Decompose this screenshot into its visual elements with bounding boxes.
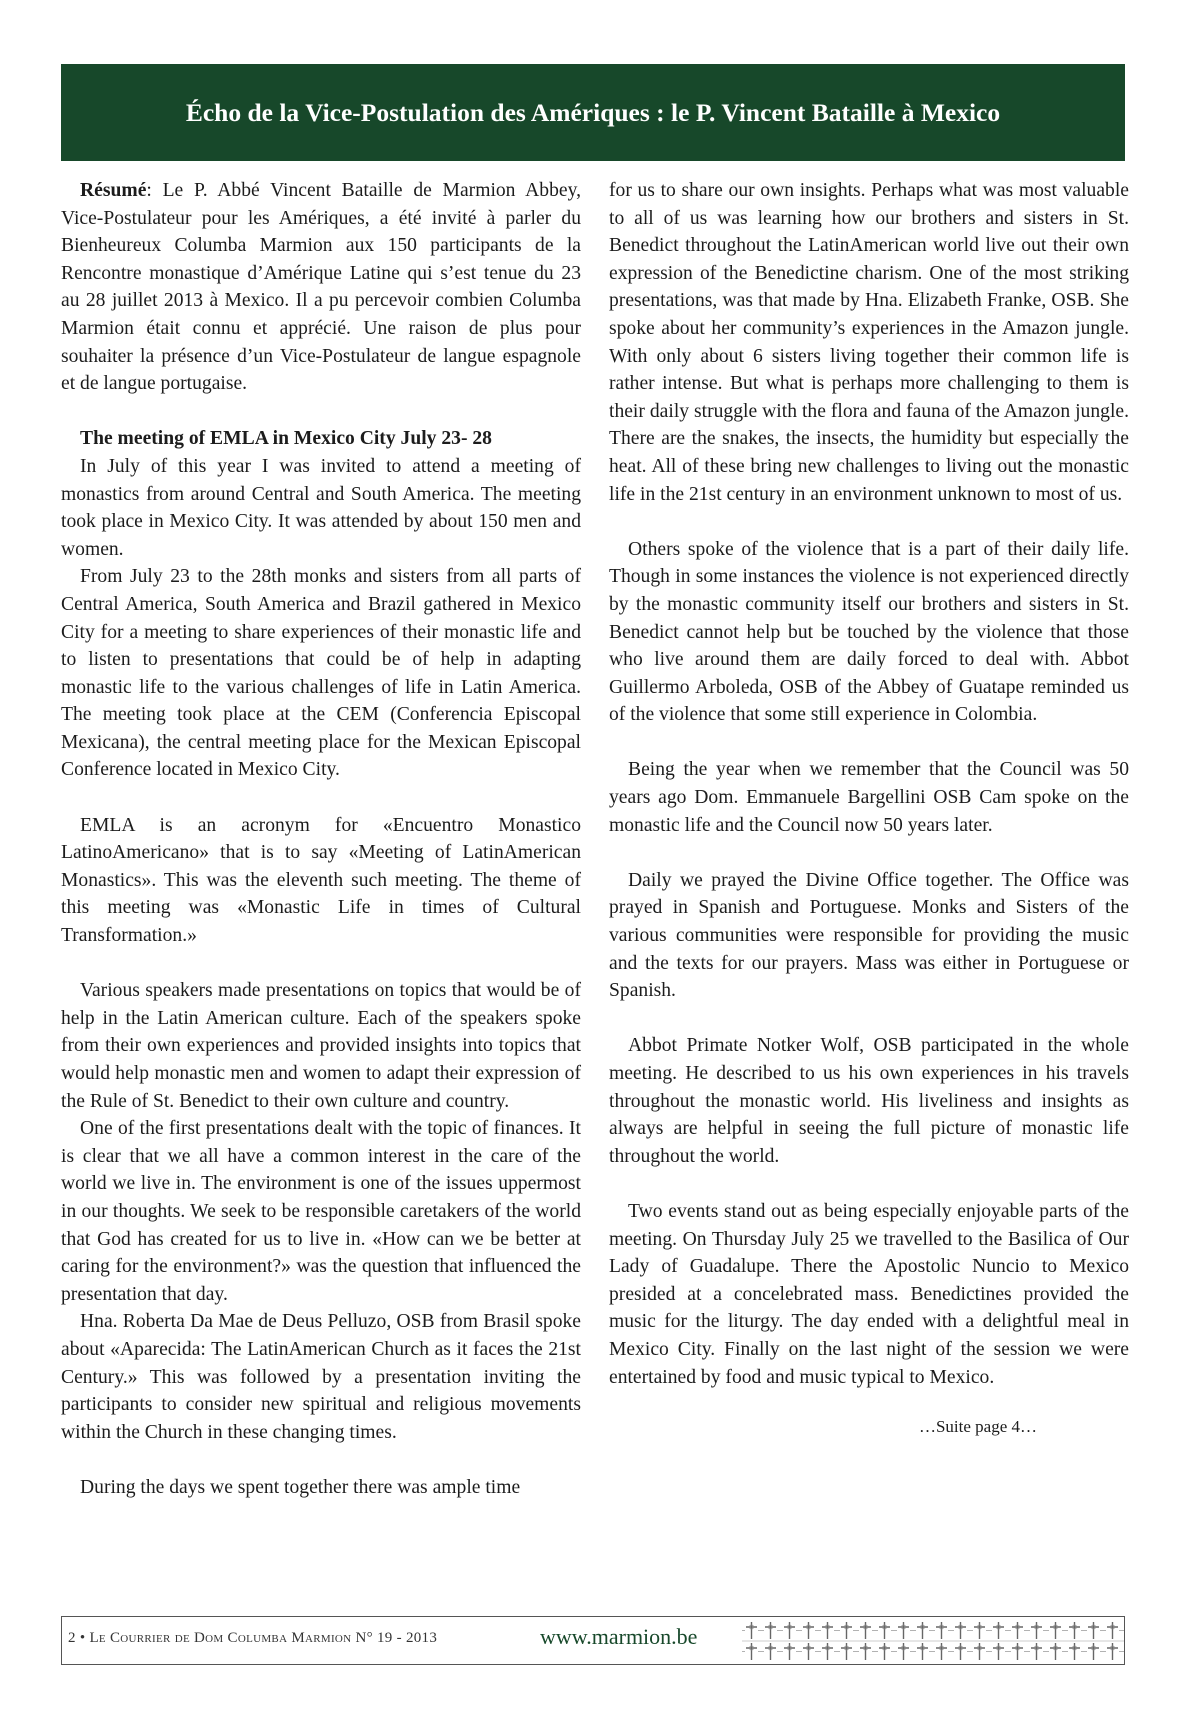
article-title: Écho de la Vice-Postulation des Amériques : le P. Vincent Bataille à Mexico (185, 97, 1001, 127)
summary-paragraph (61, 177, 581, 398)
right-paragraph-1: for us to share our own insights. Perhaps what was most valuable to all of us was learning how our brothers and sisters in St. Benedict throughout the LatinAmerican world live out their own expression of the Benedictine charism. One of the most striking presentations, was that made by Hna. Elizabeth Franke, OSB. She spoke about her community’s experiences in the Amazon jungle. With only about 6 sisters living together their common life is rather intense. But what is perhaps more challenging to them is their daily struggle with the flora and fauna of the Amazon jungle. There are the snakes, the insects, the humidity but especially the heat. All of these bring new challenges to living out the monastic life in the 21st century in an environment unknown to most of us. (609, 180, 1129, 505)
left-paragraph-4: Various speakers made presentations on topics that would be of help in the Latin American culture. Each of the speakers spoke from their own experiences and provided insights into topics that would help monastic men and women to adapt their expression of the Rule of St. Benedict to their own culture and country. (61, 980, 581, 1112)
footer-publication-info: 2 • Le Courrier de Dom Columba Marmion N° 19 - 2013 (68, 1630, 438, 1646)
left-column (61, 177, 581, 1502)
summary-text: : Le P. Abbé Vincent Bataille de Marmion Abbey, Vice-Postulateur pour les Amériques, a été invité à parler du Bienheureux Columba Marmion aux 150 participants de la Rencontre monastique d’Amérique Latine qui s’est tenue du 23 au 28 juillet 2013 à Mexico. Il a pu percevoir combien Columba Marmion était connu et apprécié. Une raison de plus pour souhaiter la présence d’un Vice-Postulateur de langue espagnole et de langue portugaise. (61, 180, 581, 395)
left-paragraph-5: One of the first presentations dealt with the topic of finances. It is clear that we all have a common interest in the care of the world we live in. The environment is one of the issues uppermost in our thoughts. We seek to be responsible caretakers of the world that God has created for us to live in. «How can we be better at caring for the environment?» was the question that influenced the presentation that day. (61, 1118, 581, 1305)
footer-rule-left (61, 1616, 62, 1665)
cross-border-pattern-icon (742, 1620, 1124, 1662)
left-paragraph-3: EMLA is an acronym for «Encuentro Monastico LatinoAmericano» that is to say «Meeting of LatinAmerican Monastics». This was the eleventh such meeting. The theme of this meeting was «Monastic Life in times of Cultural Transformation.» (61, 814, 581, 947)
right-column (609, 177, 1129, 1441)
footer-rule-right (1124, 1616, 1125, 1665)
section-subheading: The meeting of EMLA in Mexico City July 23- 28 (80, 428, 492, 450)
left-paragraph-1: In July of this year I was invited to attend a meeting of monastics from around Central and South America. The meeting took place in Mexico City. It was attended by about 150 men and women. (61, 455, 581, 560)
summary-label: Résumé (80, 180, 147, 201)
footer-rule-bottom (61, 1664, 1125, 1665)
right-paragraph-3: Being the year when we remember that the Council was 50 years ago Dom. Emmanuele Bargellini OSB Cam spoke on the monastic life and the Council now 50 years later. (609, 759, 1129, 836)
right-paragraph-5: Abbot Primate Notker Wolf, OSB participated in the whole meeting. He described to us his own experiences in his travels throughout the monastic world. His liveliness and insights as always are helpful in seeing the full picture of monastic life throughout the world. (609, 1035, 1129, 1167)
footer-rule-top (61, 1616, 1125, 1617)
right-paragraph-6: Two events stand out as being especially enjoyable parts of the meeting. On Thursday July 25 we travelled to the Basilica of Our Lady of Guadalupe. There the Apostolic Nuncio to Mexico presided at a concelebrated mass. Benedictines provided the music for the liturgy. The day ended with a delightful meal in Mexico City. Finally on the last night of the session we were entertained by food and music typical to Mexico. (609, 1200, 1129, 1388)
right-paragraph-2: Others spoke of the violence that is a part of their daily life. Though in some instances the violence is not experienced directly by the monastic community itself our brothers and sisters in St. Benedict cannot help but be touched by the violence that those who live around them are daily forced to deal with. Abbot Guillermo Arboleda, OSB of the Abbey of Guatape reminded us of the violence that some still experience in Colombia. (609, 538, 1129, 726)
left-paragraph-7: During the days we spent together there was ample time (80, 1476, 521, 1498)
right-paragraph-4: Daily we prayed the Divine Office together. The Office was prayed in Spanish and Portuguese. Monks and Sisters of the various communities were responsible for providing the music and the texts for our prayers. Mass was either in Portuguese or Spanish. (609, 869, 1129, 1002)
left-paragraph-6: Hna. Roberta Da Mae de Deus Pelluzo, OSB from Brasil spoke about «Aparecida: The LatinAmerican Church as it faces the 21st Century.» This was followed by a presentation inviting the participants to consider new spiritual and religious movements within the Church in these changing times. (61, 1311, 581, 1443)
title-banner (61, 64, 1125, 161)
continued-note: …Suite page 4… (918, 1417, 1037, 1437)
footer-website-link[interactable]: www.marmion.be (540, 1624, 698, 1649)
left-paragraph-2: From July 23 to the 28th monks and sisters from all parts of Central America, South America and Brazil gathered in Mexico City for a meeting to share experiences of their monastic life and to listen to presentations that could be of help in adapting monastic life to the various challenges of life in Latin America. The meeting took place at the CEM (Conferencia Episcopal Mexicana), the central meeting place for the Mexican Episcopal Conference located in Mexico City. (61, 566, 581, 781)
